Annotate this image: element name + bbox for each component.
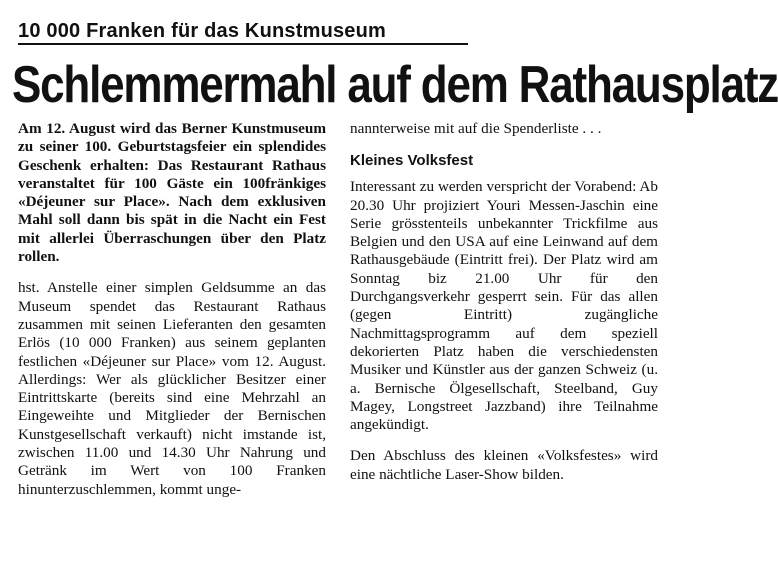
kicker-underline bbox=[18, 43, 468, 45]
article-kicker: 10 000 Franken für das Kunstmuseum bbox=[18, 20, 387, 42]
section-subhead: Kleines Volksfest bbox=[350, 152, 474, 170]
article-headline: Schlemmermahl auf dem Rathausplatz bbox=[12, 56, 778, 114]
article-body-paragraph-3: Den Abschluss des kleinen «Volksfestes» wird eine nächtliche Laser-Show bilden. bbox=[350, 447, 658, 483]
article-body-paragraph-1: hst. Anstelle einer simplen Geldsumme an das Museum spendet das Restaurant Rathaus zusammen mit seinen Lieferanten den gesamten Erlös (10 000 Franken) aus seinem geplanten festlichen «Déjeuner sur Place» vom 12. August. Allerdings: Wer als glücklicher Besitzer einer Eintrittskarte (bereits sind eine Mehrzahl an Eingeweihte und Mitglieder der Bernischen Kunstgesellschaft verkauft) nicht imstande ist, zwischen 11.00 und 14.30 Uhr Nahrung und Getränk im Wert von 100 Franken hinunterzuschlemmen, kommt unge- bbox=[18, 279, 326, 498]
article-body-paragraph-1-continued: nannterweise mit auf die Spenderliste . . . bbox=[350, 120, 602, 137]
right-column bbox=[350, 120, 658, 497]
article-lead: Am 12. August wird das Berner Kunstmuseum zu seiner 100. Geburtstagsfeier ein splendides Geschenk erhalten: Das Restaurant Rathaus veranstaltet für 100 Gäste ein 100fränkiges «Déjeuner sur Place». Nach dem exklusiven Mahl soll dann bis spät in die Nacht ein Fest mit allerlei Überraschungen über den Platz rollen. bbox=[18, 120, 326, 266]
left-column bbox=[18, 120, 326, 512]
article-body-paragraph-2: Interessant zu werden verspricht der Vorabend: Ab 20.30 Uhr projiziert Youri Messen-Jaschin eine Serie grösstenteils unbekannter Trickfilme aus Belgien und den USA auf eine Leinwand auf dem Rathausgebäude (Eintritt frei). Der Platz wird am Sonntag biz 21.00 Uhr für den Durchgangsverkehr gesperrt sein. Für das allen (gegen Eintritt) zugängliche Nachmittagsprogramm auf dem speziell dekorierten Platz haben die verschiedensten Musiker und Künstler aus der ganzen Schweiz (u. a. Bernische Ölgesellschaft, Steelband, Guy Magey, Longstreet Jazzband) ihre Teilnahme angekündigt. bbox=[350, 178, 658, 434]
